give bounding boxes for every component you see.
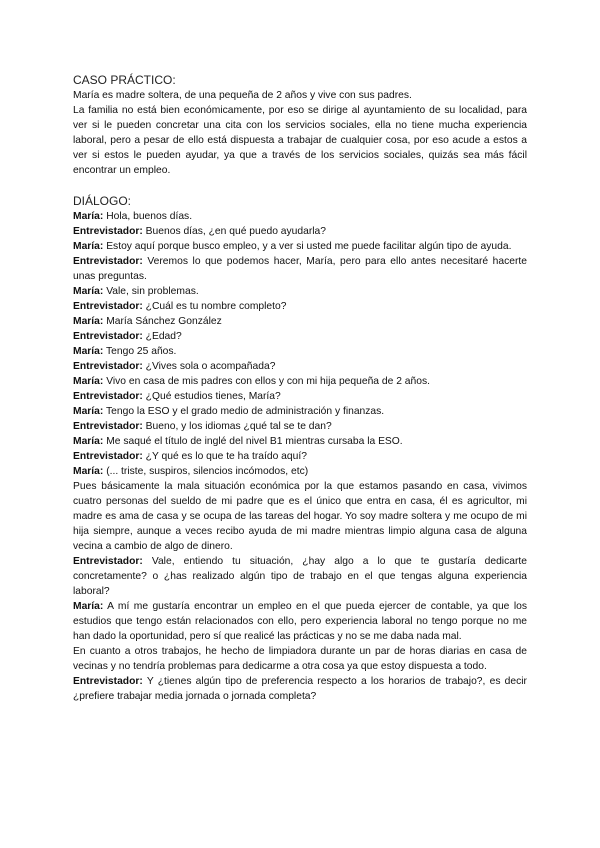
dialogue-text: Estoy aquí porque busco empleo, y a ver si usted me puede facilitar algún tipo de ayuda.	[103, 241, 512, 252]
speaker-label: María:	[73, 286, 104, 297]
dialogue-line	[73, 374, 527, 389]
speaker-label: María:	[73, 316, 104, 327]
dialogue-line	[73, 599, 527, 644]
case-paragraph: La familia no está bien económicamente, por eso se dirige al ayuntamiento de su localidad, para ver si le pueden concretar una cita con los servicios sociales, ella no tiene mucha experiencia laboral, pero a pesar de ello está dispuesta a trabajar de cualquier cosa, por eso acude a estos a ver si estos le pueden ayudar, ya que a través de los servicios sociales, quizás sea más fácil encontrar un empleo.	[73, 105, 527, 176]
dialogue-text: Hola, buenos días.	[103, 211, 193, 222]
dialogue-line	[73, 344, 527, 359]
dialogue-line	[73, 329, 527, 344]
dialogue-text: A mí me gustaría encontrar un empleo en el que pueda ejercer de contable, ya que los estudios que tengo están relacionados con ello, pero experiencia laboral no tengo porque no me han dado la oportunidad, pero sí que realicé las prácticas y no se me daba nada mal.	[73, 601, 527, 642]
dialogue-text: Pues básicamente la mala situación económica por la que estamos pasando en casa, vivimos cuatro personas del sueldo de mi padre que es el único que entra en casa, él es agricultor, mi madre es ama de casa y se ocupa de las tareas del hogar. Yo soy madre soltera y me ocupo de mi hija siempre, aunque a veces recibo ayuda de mi madre mientras limpio alguna casa de alguna vecina a cambio de algo de dinero.	[73, 481, 527, 552]
speaker-label: Entrevistador:	[73, 451, 143, 462]
speaker-label: María:	[73, 241, 104, 252]
speaker-label: Entrevistador:	[73, 391, 143, 402]
dialogue-line	[73, 359, 527, 374]
case-paragraph: María es madre soltera, de una pequeña de 2 años y vive con sus padres.	[73, 90, 412, 101]
dialogue-line	[73, 239, 527, 254]
speaker-label: María:	[73, 601, 104, 612]
dialogue-text: En cuanto a otros trabajos, he hecho de limpiadora durante un par de horas diarias en casa de vecinas y no tendría problemas para dedicarme a otra cosa ya que estoy dispuesta a todo.	[73, 646, 527, 672]
speaker-label: Entrevistador:	[73, 361, 143, 372]
dialogue-line	[73, 449, 527, 464]
speaker-label: Entrevistador:	[73, 301, 143, 312]
dialogue-body	[73, 209, 527, 704]
speaker-label: Entrevistador:	[73, 421, 143, 432]
dialogue-line	[73, 404, 527, 419]
dialogue-text: Tengo la ESO y el grado medio de administración y finanzas.	[103, 406, 385, 417]
dialogue-line	[73, 434, 527, 449]
dialogue-text: Y ¿tienes algún tipo de preferencia respecto a los horarios de trabajo?, es decir ¿prefiere trabajar media jornada o jornada completa?	[73, 676, 527, 702]
dialogue-text: Vale, entiendo tu situación, ¿hay algo a lo que te gustaría dedicarte concretamente? o ¿has realizado algún tipo de trabajo en el que tengas alguna experiencia laboral?	[73, 556, 527, 597]
dialogue-text: ¿Edad?	[142, 331, 182, 342]
dialogue-text: Vale, sin problemas.	[103, 286, 199, 297]
dialogue-line	[73, 209, 527, 224]
section-gap	[73, 178, 527, 193]
speaker-label: Entrevistador:	[73, 256, 143, 267]
dialogue-text: ¿Cuál es tu nombre completo?	[142, 301, 287, 312]
dialogue-heading: DIÁLOGO:	[73, 194, 132, 208]
speaker-label: Entrevistador:	[73, 556, 143, 567]
dialogue-line	[73, 284, 527, 299]
dialogue-line	[73, 224, 527, 239]
dialogue-line	[73, 644, 527, 674]
dialogue-text: ¿Vives sola o acompañada?	[142, 361, 276, 372]
speaker-label: María:	[73, 466, 104, 477]
dialogue-text: María Sánchez González	[103, 316, 222, 327]
case-heading: CASO PRÁCTICO:	[73, 73, 176, 87]
dialogue-text: Bueno, y los idiomas ¿qué tal se te dan?	[142, 421, 332, 432]
dialogue-line	[73, 674, 527, 704]
dialogue-line	[73, 419, 527, 434]
dialogue-line	[73, 464, 527, 479]
dialogue-text: Vivo en casa de mis padres con ellos y con mi hija pequeña de 2 años.	[103, 376, 430, 387]
dialogue-text: (... triste, suspiros, silencios incómodos, etc)	[103, 466, 309, 477]
dialogue-text: Tengo 25 años.	[103, 346, 177, 357]
speaker-label: Entrevistador:	[73, 676, 143, 687]
dialogue-line	[73, 254, 527, 284]
dialogue-line	[73, 299, 527, 314]
dialogue-text: Me saqué el título de inglé del nivel B1 mientras cursaba la ESO.	[103, 436, 403, 447]
dialogue-text: ¿Qué estudios tienes, María?	[142, 391, 281, 402]
speaker-label: María:	[73, 376, 104, 387]
dialogue-text: ¿Y qué es lo que te ha traído aquí?	[142, 451, 307, 462]
dialogue-line	[73, 314, 527, 329]
speaker-label: Entrevistador:	[73, 331, 143, 342]
speaker-label: María:	[73, 346, 104, 357]
dialogue-line	[73, 389, 527, 404]
speaker-label: María:	[73, 406, 104, 417]
dialogue-line	[73, 554, 527, 599]
dialogue-text: Buenos días, ¿en qué puedo ayudarla?	[142, 226, 327, 237]
dialogue-text: Veremos lo que podemos hacer, María, pero para ello antes necesitaré hacerte unas preguntas.	[73, 256, 527, 282]
dialogue-line	[73, 479, 527, 554]
speaker-label: María:	[73, 211, 104, 222]
speaker-label: María:	[73, 436, 104, 447]
speaker-label: Entrevistador:	[73, 226, 143, 237]
